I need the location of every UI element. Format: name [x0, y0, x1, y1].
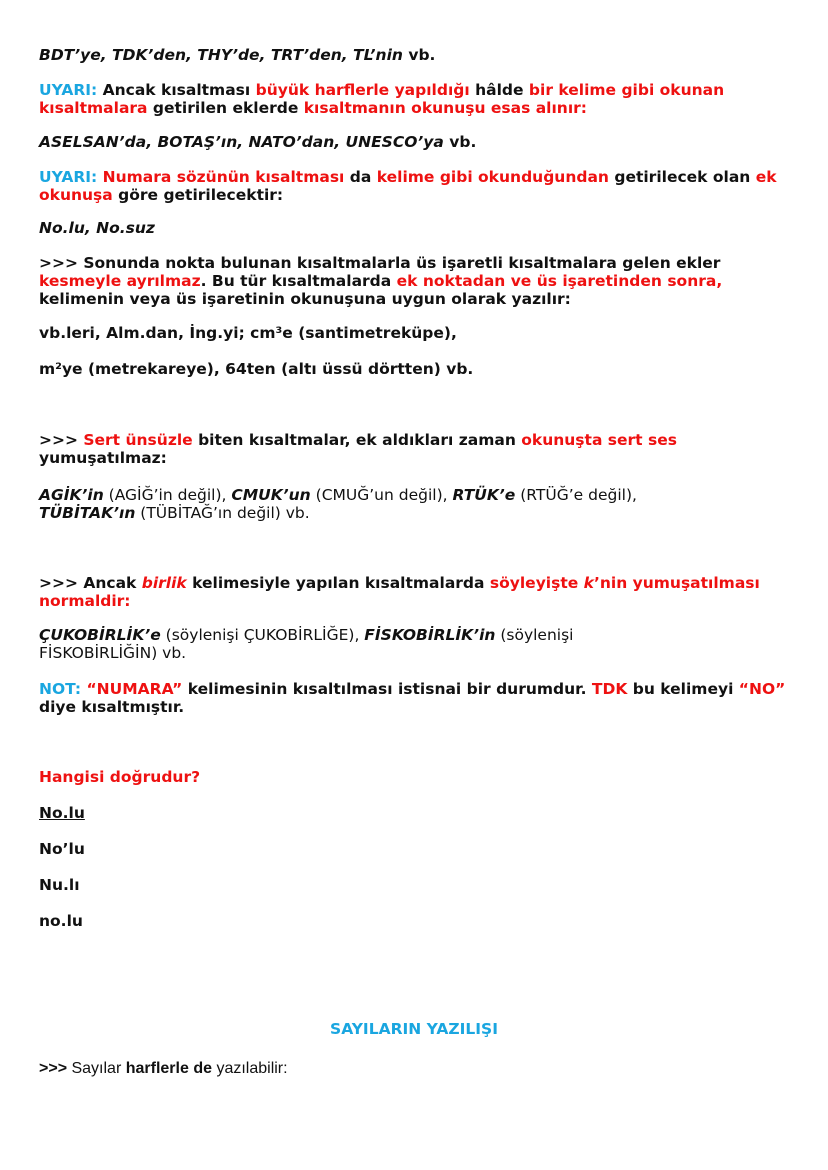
- examples-5: m²ye (metrekareye), 64ten (altı üssü dörtten) vb.: [39, 360, 474, 378]
- final-line: [39, 1060, 799, 1078]
- examples-3-abbrevs: No.lu, No.suz: [39, 219, 155, 237]
- rule-1-text: . Bu tür kısaltmalarda: [200, 272, 397, 290]
- abbrev-example: AGİK’in: [39, 486, 104, 504]
- warning-1-label: UYARI:: [39, 81, 98, 99]
- abbrev-note: (söylenişi ÇUKOBİRLİĞE),: [160, 626, 365, 644]
- note-highlight: TDK: [591, 680, 628, 698]
- abbrev-note: (TÜBİTAĞ’ın değil) vb.: [135, 504, 310, 522]
- note-label: NOT:: [39, 680, 82, 698]
- rule-3-text: >>> Ancak: [39, 574, 142, 592]
- warning-2-text: getirilecek olan: [608, 168, 756, 186]
- quiz-option[interactable]: No’lu: [39, 840, 85, 858]
- abbrev-note: (CMUĞ’un değil),: [310, 486, 453, 504]
- note-highlight: “NUMARA”: [81, 680, 183, 698]
- rule-1-text: >>> Sonunda nokta bulunan kısaltmalarla üs işaretli kısaltmalara gelen ekler: [39, 254, 721, 272]
- abbrev-example: CMUK’un: [231, 486, 311, 504]
- warning-1: [39, 81, 799, 117]
- final-text: Sayılar: [71, 1060, 126, 1077]
- abbrev-note: (söylenişi FİSKOBİRLİĞİN) vb.: [39, 626, 574, 662]
- warning-1-highlight: kısaltmanın okunuşu esas alınır:: [303, 99, 587, 117]
- warning-1-text: hâlde: [469, 81, 529, 99]
- note: [39, 680, 799, 716]
- abbrev-example: TÜBİTAK’ın: [39, 504, 136, 522]
- final-text: yazılabilir:: [212, 1060, 288, 1077]
- rule-3: [39, 574, 799, 610]
- examples-3: [39, 219, 799, 237]
- examples-7: [39, 626, 679, 662]
- note-text: kelimesinin kısaltılması istisnai bir durumdur.: [182, 680, 592, 698]
- rule-2-highlight: Sert ünsüzle: [83, 431, 193, 449]
- rule-3-highlight: söyleyişte: [489, 574, 584, 592]
- rule-3-highlight: k: [583, 574, 594, 592]
- abbrev-example: FİSKOBİRLİK’in: [364, 626, 496, 644]
- warning-1-text: getirilen eklerde: [147, 99, 304, 117]
- examples-2-tail: vb.: [443, 133, 477, 151]
- final-prefix: >>>: [39, 1060, 72, 1077]
- abbrev-note: (AGİĞ’in değil),: [103, 486, 232, 504]
- rule-3-text: kelimesiyle yapılan kısaltmalarda: [186, 574, 490, 592]
- note-text: diye kısaltmıştır.: [39, 698, 185, 716]
- rule-1-text: kelimenin veya üs işaretinin okunuşuna uygun olarak yazılır:: [39, 290, 571, 308]
- examples-1-abbrevs: BDT’ye, TDK’den, THY’de, TRT’den, TL’nin: [39, 46, 403, 64]
- warning-2-highlight: ek okunuşa: [39, 168, 777, 204]
- warning-2: [39, 168, 799, 204]
- abbrev-example: ÇUKOBİRLİK’e: [39, 626, 161, 644]
- rule-1-highlight: kesmeyle ayrılmaz: [39, 272, 201, 290]
- examples-4: vb.leri, Alm.dan, İng.yi; cm³e (santimetreküpe),: [39, 324, 457, 342]
- rule-1-highlight: ek noktadan ve üs işaretinden sonra,: [396, 272, 723, 290]
- rule-3-highlight: ’nin yumuşatılması normaldir:: [39, 574, 760, 610]
- note-text: bu kelimeyi: [627, 680, 739, 698]
- warning-2-highlight: Numara sözünün kısaltması: [102, 168, 345, 186]
- rule-2-highlight: okunuşta sert ses: [521, 431, 677, 449]
- final-bold: harflerle de: [125, 1060, 212, 1077]
- warning-2-text: göre getirilecektir:: [112, 186, 284, 204]
- rule-2-text: biten kısaltmalar, ek aldıkları zaman: [192, 431, 522, 449]
- examples-1: [39, 46, 799, 64]
- rule-1: [39, 254, 799, 308]
- abbrev-note: (RTÜĞ’e değil),: [515, 486, 637, 504]
- examples-1-tail: vb.: [402, 46, 436, 64]
- rule-2: [39, 431, 799, 467]
- quiz-option[interactable]: No.lu: [39, 804, 85, 822]
- rule-2-text: yumuşatılmaz:: [39, 449, 167, 467]
- note-highlight: “NO”: [738, 680, 786, 698]
- quiz-option[interactable]: Nu.lı: [39, 876, 80, 894]
- warning-1-text: Ancak kısaltması: [97, 81, 256, 99]
- rule-3-highlight: birlik: [141, 574, 187, 592]
- quiz-option[interactable]: no.lu: [39, 912, 83, 930]
- warning-2-label: UYARI:: [39, 168, 98, 186]
- quiz-question: Hangisi doğrudur?: [39, 768, 201, 786]
- examples-2: [39, 133, 799, 151]
- examples-2-abbrevs: ASELSAN’da, BOTAŞ’ın, NATO’dan, UNESCO’ya: [39, 133, 444, 151]
- examples-6: [39, 486, 689, 522]
- abbrev-example: RTÜK’e: [452, 486, 516, 504]
- rule-2-prefix: >>>: [39, 431, 84, 449]
- warning-2-highlight: kelime gibi okunduğundan: [376, 168, 609, 186]
- warning-2-text: da: [344, 168, 377, 186]
- section-heading: SAYILARIN YAZILIŞI: [330, 1020, 498, 1038]
- warning-1-highlight: bir kelime gibi okunan kısaltmalara: [39, 81, 725, 117]
- warning-1-highlight: büyük harflerle yapıldığı: [255, 81, 470, 99]
